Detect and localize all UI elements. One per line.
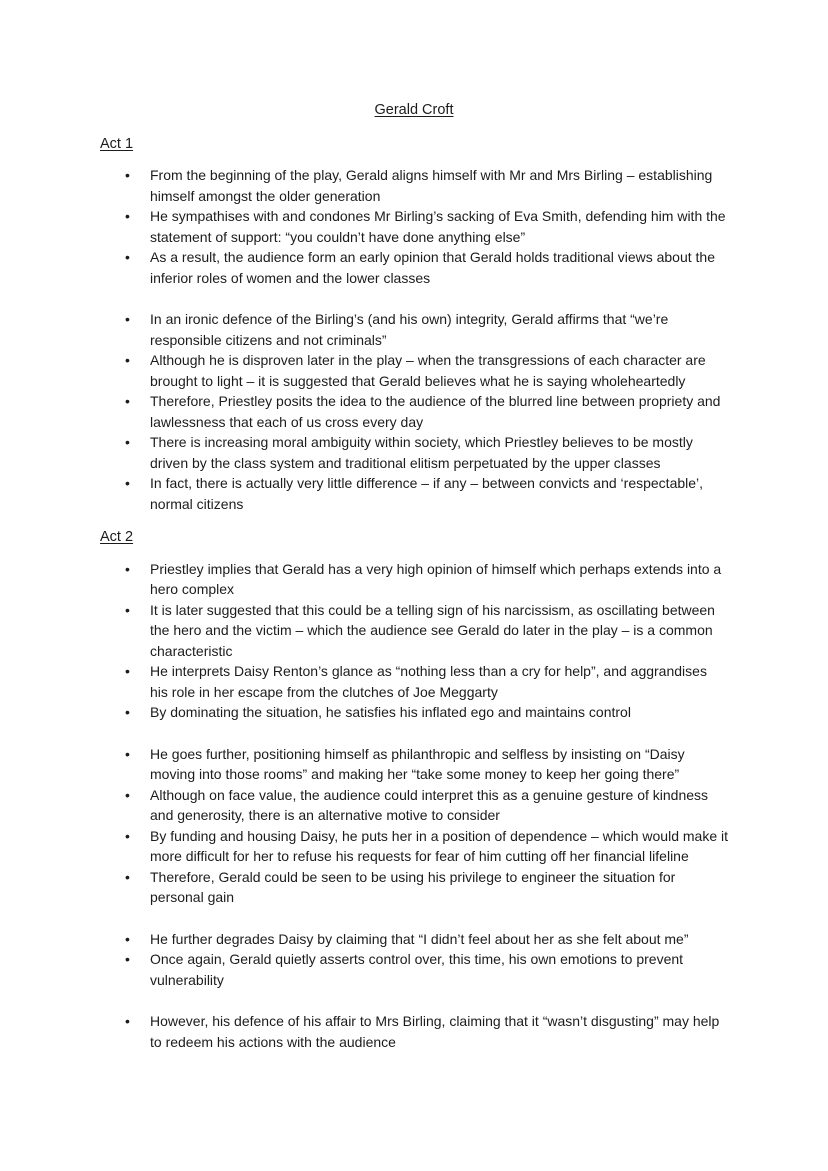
bullet-item: • By funding and housing Daisy, he puts her in a position of dependence – which would make it more difficult for her to refuse his requests for fear of him cutting off her financial lifeline <box>100 826 728 867</box>
bullet-item: • Therefore, Priestley posits the idea to the audience of the blurred line between propriety and lawlessness that each of us cross every day <box>100 391 728 432</box>
bullet-item: • From the beginning of the play, Gerald aligns himself with Mr and Mrs Birling – establishing himself amongst the older generation <box>100 165 728 206</box>
bullet-item: • Although he is disproven later in the play – when the transgressions of each character are brought to light – it is suggested that Gerald believes what he is saying wholeheartedly <box>100 350 728 391</box>
bullet-group <box>100 744 728 908</box>
bullet-item: • Priestley implies that Gerald has a very high opinion of himself which perhaps extends into a hero complex <box>100 559 728 600</box>
bullet-item: • Therefore, Gerald could be seen to be using his privilege to engineer the situation for personal gain <box>100 867 728 908</box>
bullet-item: • Although on face value, the audience could interpret this as a genuine gesture of kindness and generosity, there is an alternative motive to consider <box>100 785 728 826</box>
bullet-item: • He interprets Daisy Renton’s glance as “nothing less than a cry for help”, and aggrandises his role in her escape from the clutches of Joe Meggarty <box>100 661 728 702</box>
bullet-item: • There is increasing moral ambiguity within society, which Priestley believes to be mostly driven by the class system and traditional elitism perpetuated by the upper classes <box>100 432 728 473</box>
bullet-item: • In fact, there is actually very little difference – if any – between convicts and ‘respectable’, normal citizens <box>100 473 728 514</box>
bullet-group <box>100 1011 728 1052</box>
act-section <box>100 527 728 1052</box>
bullet-item: • He goes further, positioning himself as philanthropic and selfless by insisting on “Daisy moving into those rooms” and making her “take some money to keep her going there” <box>100 744 728 785</box>
document-body <box>100 134 728 1053</box>
bullet-item: • By dominating the situation, he satisfies his inflated ego and maintains control <box>100 702 728 723</box>
bullet-item: • As a result, the audience form an early opinion that Gerald holds traditional views about the inferior roles of women and the lower classes <box>100 247 728 288</box>
bullet-item: • It is later suggested that this could be a telling sign of his narcissism, as oscillating between the hero and the victim – which the audience see Gerald do later in the play – is a common characteristic <box>100 600 728 662</box>
bullet-group <box>100 309 728 514</box>
bullet-item: • Once again, Gerald quietly asserts control over, this time, his own emotions to prevent vulnerability <box>100 949 728 990</box>
act-heading: Act 1 <box>100 135 134 152</box>
bullet-item: • However, his defence of his affair to Mrs Birling, claiming that it “wasn’t disgusting” may help to redeem his actions with the audience <box>100 1011 728 1052</box>
bullet-group <box>100 929 728 991</box>
act-heading: Act 2 <box>100 529 134 545</box>
bullet-item: • He sympathises with and condones Mr Birling’s sacking of Eva Smith, defending him with the statement of support: “you couldn’t have done anything else” <box>100 206 728 247</box>
bullet-item: • He further degrades Daisy by claiming that “I didn’t feel about her as she felt about me” <box>100 929 728 950</box>
bullet-item: • In an ironic defence of the Birling’s (and his own) integrity, Gerald affirms that “we’re responsible citizens and not criminals” <box>100 309 728 350</box>
act-section <box>100 134 728 515</box>
bullet-group <box>100 559 728 723</box>
page-title: Gerald Croft <box>374 102 454 118</box>
bullet-group <box>100 165 728 288</box>
